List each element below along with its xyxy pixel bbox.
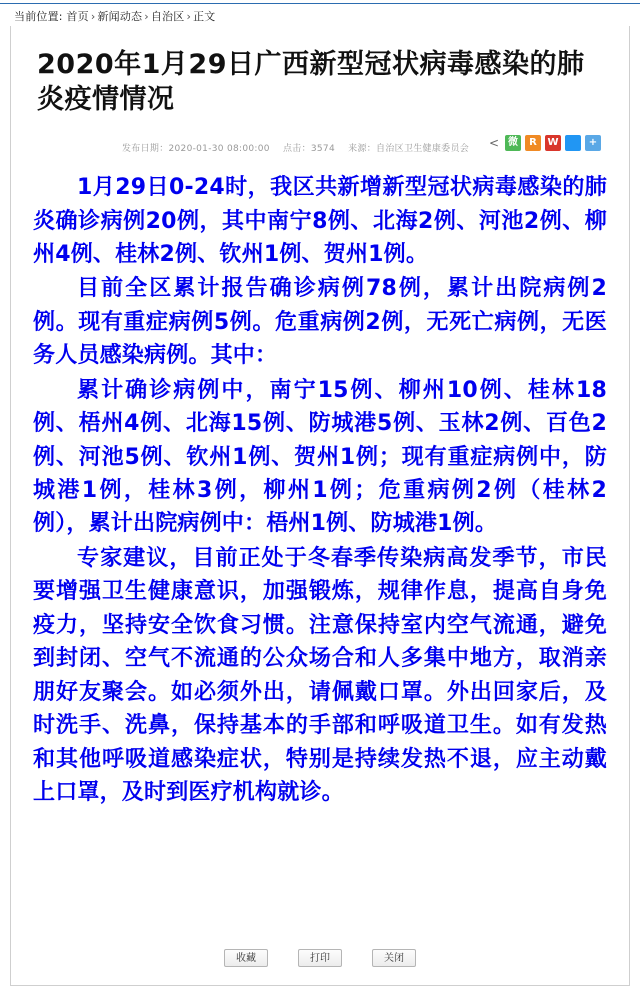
breadcrumb-separator: › <box>90 10 96 23</box>
article-meta <box>122 141 479 154</box>
article-meta-row <box>37 135 603 157</box>
article-container <box>10 26 630 986</box>
article-paragraph: 专家建议，目前正处于冬春季传染病高发季节，市民要增强卫生健康意识，加强锻炼，规律作息，提高自身免疫力，坚持安全饮食习惯。注意保持室内空气流通，避免到封闭、空气不流通的公众场合和人多集中地方，取消亲朋好友聚会。如必须外出，请佩戴口罩。外出回家后，及时洗手、洗鼻，保持基本的手部和呼吸道卫生。如有发热和其他呼吸道感染症状，特别是持续发热不退，应主动戴上口罩，及时到医疗机构就诊。 <box>33 545 607 805</box>
article-paragraph: 累计确诊病例中，南宁15例、柳州10例、桂林18例、梧州4例、北海15例、防城港5例、玉林2例、百色2例、河池5例、钦州1例、贺州1例；现有重症病例中，防城港1例，桂林3例，柳州1例；危重病例2例（桂林2例），累计出院病例中：梧州1例、防城港1例。 <box>33 377 607 537</box>
article-source: 来源：自治区卫生健康委员会 <box>348 144 470 155</box>
article-body <box>33 171 607 809</box>
article-paragraph: 目前全区累计报告确诊病例78例，累计出院病例2例。现有重症病例5例。危重病例2例，无死亡病例，无医务人员感染病例。其中： <box>33 276 607 369</box>
breadcrumb-separator: › <box>186 10 192 23</box>
share-icon[interactable]: < <box>488 136 499 151</box>
view-count: 点击：3574 <box>282 144 335 155</box>
article-footer-buttons <box>11 949 629 967</box>
share-bar[interactable] <box>489 135 601 151</box>
breadcrumb-item-news[interactable]: 新闻动态 <box>97 10 143 23</box>
share-more-icon[interactable] <box>565 135 581 151</box>
breadcrumb-item-home[interactable]: 首页 <box>66 10 89 23</box>
weibo-icon[interactable]: W <box>545 135 561 151</box>
publish-time: 发布日期：2020-01-30 08:00:00 <box>122 144 270 155</box>
page-title: 2020年1月29日广西新型冠状病毒感染的肺炎疫情情况 <box>37 49 585 115</box>
breadcrumb-item-current: 正文 <box>193 10 216 23</box>
plus-icon[interactable]: + <box>585 135 601 151</box>
breadcrumb-label: 当前位置: <box>14 10 63 23</box>
rss-icon[interactable]: R <box>525 135 541 151</box>
article-paragraph: 1月29日0-24时，我区共新增新型冠状病毒感染的肺炎确诊病例20例，其中南宁8例、北海2例、河池2例、柳州4例、桂林2例、钦州1例、贺州1例。 <box>33 175 607 267</box>
close-button[interactable]: 关闭 <box>372 949 416 967</box>
breadcrumb <box>14 8 215 24</box>
wechat-icon[interactable]: 微 <box>505 135 521 151</box>
top-divider <box>0 0 640 4</box>
favorite-button[interactable]: 收藏 <box>224 949 268 967</box>
print-button[interactable]: 打印 <box>298 949 342 967</box>
breadcrumb-item-region[interactable]: 自治区 <box>150 10 185 23</box>
bottom-spacer <box>0 988 640 996</box>
breadcrumb-separator: › <box>144 10 149 23</box>
